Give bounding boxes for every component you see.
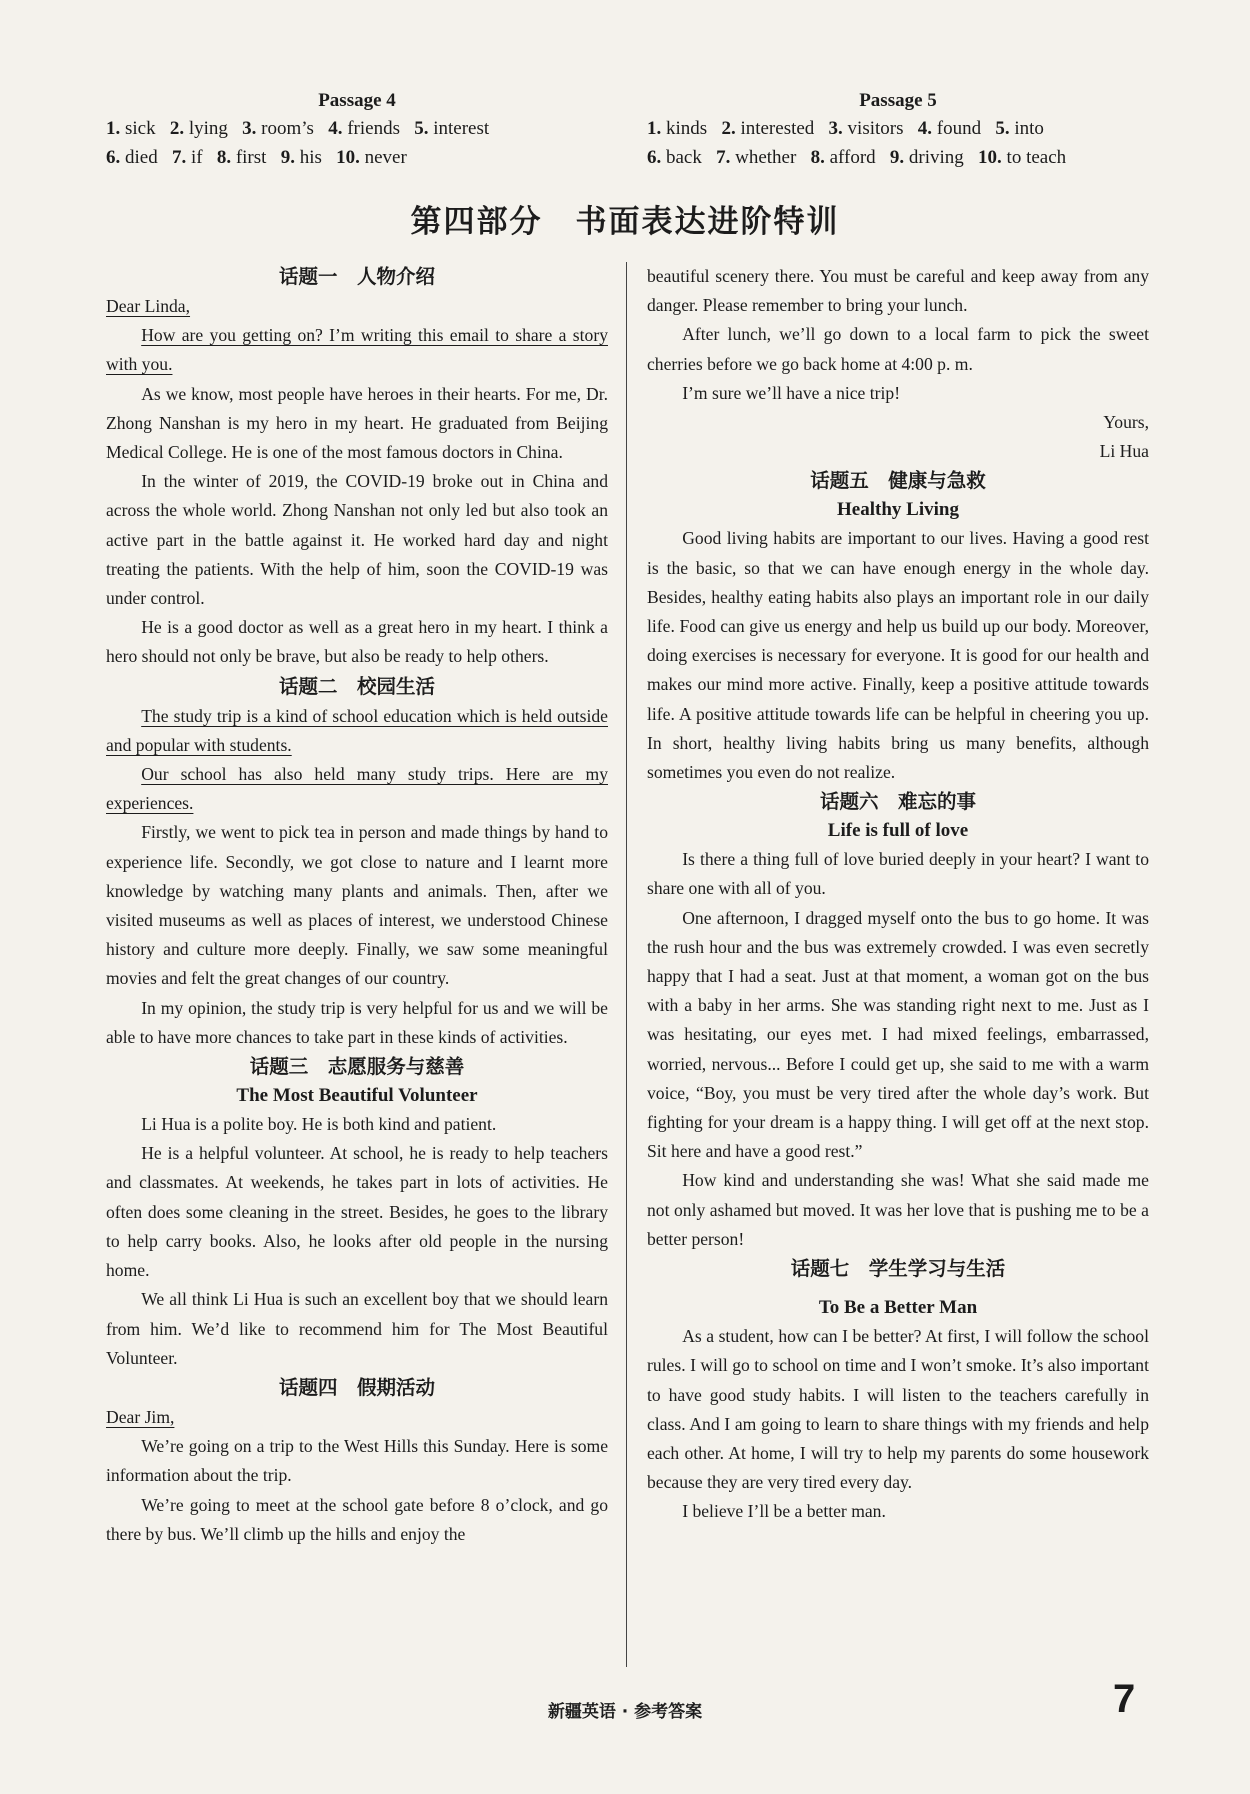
- topic7-heading: 话题七 学生学习与生活: [790, 1257, 1006, 1281]
- topic4-closing: Yours,: [1103, 412, 1149, 433]
- topic2-paragraph-1: Our school has also held many study trips. Here are my experiences.: [106, 764, 608, 814]
- topic6-paragraph-1: Is there a thing full of love buried deeply in your heart? I want to share one with all of you.: [647, 849, 1149, 899]
- topic3-paragraph-3: We all think Li Hua is such an excellent boy that we should learn from him. We’d like to recommend him for The Most Beautiful Volunteer.: [106, 1289, 608, 1368]
- topic7-title: To Be a Better Man: [818, 1297, 978, 1319]
- topic2-paragraph-2: Firstly, we went to pick tea in person and made things by hand to experience life. Secondly, we got close to nature and I learnt more knowledge by watching many plants and animals. Then, after we visited museums as well as places of interest, we understood Chinese history and culture more deeply. Finally, we saw some meaningful movies and felt the great changes of our country.: [106, 822, 608, 989]
- passage5-answers-line2: 6. back 7. whether 8. afford 9. driving 10. to teach: [647, 147, 1067, 168]
- topic1-heading: 话题一 人物介绍: [278, 265, 435, 288]
- column-divider: [626, 262, 627, 1667]
- topic6-heading: 话题六 难忘的事: [819, 790, 976, 814]
- topic3-heading: 话题三 志愿服务与慈善: [249, 1055, 465, 1079]
- topic4-heading: 话题四 假期活动: [278, 1375, 435, 1399]
- topic1-paragraph-2: In the winter of 2019, the COVID-19 broke out in China and across the whole world. Zhong Nanshan not only led but also took an active part in the battle against it. He worked hard day and night treating the patients. With the help of him, soon the COVID-19 was under control.: [106, 471, 608, 609]
- topic3-title: The Most Beautiful Volunteer: [236, 1085, 478, 1107]
- topic2-paragraph-0: The study trip is a kind of school education which is held outside and popular with students.: [106, 705, 608, 755]
- section-title: 第四部分 书面表达进阶特训: [410, 204, 840, 240]
- left-column: [106, 88, 608, 1549]
- topic4-signature: Li Hua: [1099, 441, 1149, 462]
- topic6-paragraph-3: How kind and understanding she was! What she said made me not only ashamed but moved. It was her love that is pushing me to be a better person!: [647, 1170, 1149, 1249]
- topic3-paragraph-2: He is a helpful volunteer. At school, he is ready to help teachers and classmates. At weekends, he takes part in lots of activities. He often does some cleaning in the street. Besides, he goes to the library to help carry books. Also, he looks after old people in the nursing home.: [106, 1143, 608, 1281]
- passage5-title: Passage 5: [859, 90, 937, 111]
- topic1-paragraph-3: He is a good doctor as well as a great hero in my heart. I think a hero should not only be brave, but also be ready to help others.: [106, 617, 608, 667]
- topic1-salutation: Dear Linda,: [106, 296, 191, 316]
- passage5-answers-line1: 1. kinds 2. interested 3. visitors 4. found 5. into: [647, 118, 1044, 139]
- topic4-paragraph-4: I’m sure we’ll have a nice trip!: [682, 382, 901, 403]
- passage4-answers-line2: 6. died 7. if 8. first 9. his 10. never: [106, 147, 407, 168]
- passage4-answers-line1: 1. sick 2. lying 3. room’s 4. friends 5. interest: [106, 118, 490, 139]
- topic2-paragraph-3: In my opinion, the study trip is very helpful for us and we will be able to have more chances to take part in these kinds of activities.: [106, 997, 608, 1047]
- topic4-paragraph-2a: We’re going to meet at the school gate before 8 o’clock, and go there by bus. We’ll climb up the hills and enjoy the: [106, 1494, 608, 1544]
- topic6-title: Life is full of love: [827, 820, 969, 842]
- page-number: 7: [1113, 1677, 1136, 1721]
- footer-text: 新疆英语 · 参考答案: [547, 1702, 703, 1722]
- topic2-heading: 话题二 校园生活: [278, 674, 435, 698]
- topic7-paragraph-1: As a student, how can I be better? At first, I will follow the school rules. I will go to school on time and I won’t smoke. It’s also important to have good study habits. I will listen to the teachers carefully in class. And I am going to learn to share things with my friends and help each other. At home, I will try to help my parents do some housework because they are very tired every day.: [647, 1326, 1149, 1493]
- topic7-paragraph-2: I believe I’ll be a better man.: [682, 1501, 886, 1522]
- topic6-paragraph-2: One afternoon, I dragged myself onto the bus to go home. It was the rush hour and the bus was extremely crowded. I was even secretly happy that I had a seat. Just at that moment, a woman got on the bus with a baby in her arms. She was standing right next to me. Just as I was hesitating, our eyes met. I had mixed feelings, embarrassed, worried, nervous... Before I could get up, she said to me with a warm voice, “Boy, you must be very tired after the whole day’s work. But fighting for your dream is a happy thing. I will get off at the next stop. Sit here and have a good rest.”: [647, 907, 1149, 1162]
- topic3-paragraph-1: Li Hua is a polite boy. He is both kind and patient.: [141, 1114, 497, 1135]
- topic4-paragraph-3: After lunch, we’ll go down to a local farm to pick the sweet cherries before we go back home at 4:00 p. m.: [647, 324, 1149, 374]
- topic4-paragraph-2b: beautiful scenery there. You must be careful and keep away from any danger. Please remember to bring your lunch.: [647, 266, 1149, 316]
- topic5-paragraph-1: Good living habits are important to our lives. Having a good rest is the basic, so that we can have enough energy in the whole day. Besides, healthy eating habits also plays an important role in our daily life. Food can give us energy and help us build up our body. Moreover, doing exercises is necessary for everyone. It is good for our health and makes our mind more active. Finally, keep a positive attitude towards life. A positive attitude towards life can be helpful in cheering you up. In short, healthy living habits bring us many benefits, although sometimes you even do not realize.: [647, 528, 1149, 783]
- right-column: [647, 88, 1149, 1527]
- topic4-salutation: Dear Jim,: [106, 1406, 175, 1427]
- topic4-paragraph-1: We’re going on a trip to the West Hills this Sunday. Here is some information about the trip.: [106, 1436, 608, 1486]
- topic5-title: Healthy Living: [837, 499, 959, 521]
- passage4-title: Passage 4: [318, 90, 396, 111]
- topic1-paragraph-1: As we know, most people have heroes in their hearts. For me, Dr. Zhong Nanshan is my hero in my heart. He graduated from Beijing Medical College. He is one of the most famous doctors in China.: [106, 383, 608, 463]
- topic1-paragraph-0: How are you getting on? I’m writing this email to share a story with you.: [106, 325, 608, 375]
- topic5-heading: 话题五 健康与急救: [810, 469, 986, 493]
